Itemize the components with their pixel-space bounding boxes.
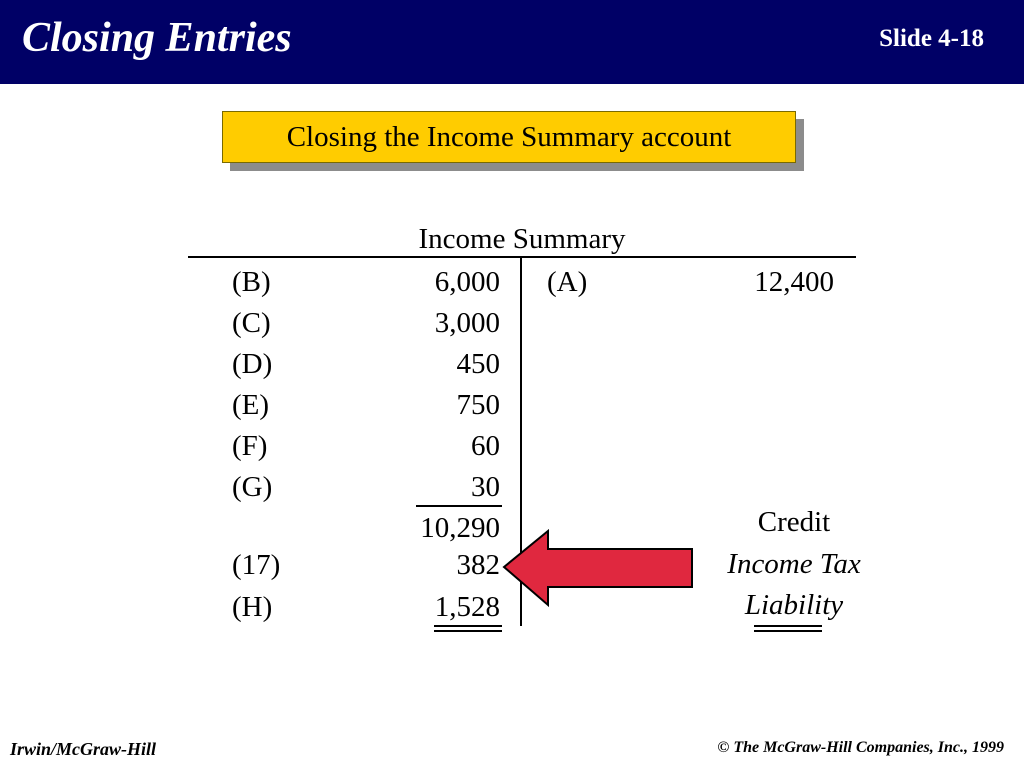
debit-label: (C) [232, 307, 271, 339]
debit-label: (B) [232, 266, 271, 298]
subtitle-banner: Closing the Income Summary account [222, 111, 796, 163]
tax-entry-label: (17) [232, 549, 281, 581]
tax-entry-amount: 382 [456, 549, 500, 581]
debit-label: (G) [232, 471, 273, 503]
credit-amount: 12,400 [754, 266, 834, 298]
subtotal-amount: 10,290 [420, 512, 500, 544]
callout-line-1: Credit [757, 506, 831, 538]
debit-amount: 30 [471, 471, 500, 503]
callout-line-2: Income Tax [727, 548, 861, 580]
debit-amount: 6,000 [434, 266, 500, 298]
debit-label: (D) [232, 348, 273, 380]
title-bar [0, 0, 1024, 84]
closing-entry-label: (H) [232, 591, 273, 623]
debit-amount: 60 [471, 430, 500, 462]
debit-amount: 750 [456, 389, 500, 421]
callout-underline-bottom [754, 630, 822, 632]
footer-publisher: Irwin/McGraw-Hill [10, 739, 157, 759]
slide-number: Slide 4-18 [879, 25, 984, 52]
account-title: Income Summary [418, 223, 626, 255]
debit-label: (E) [232, 389, 270, 421]
callout-underline-top [754, 625, 822, 627]
double-underline-bottom [434, 630, 502, 632]
closing-entry-amount: 1,528 [434, 591, 500, 623]
subtotal-underline [416, 505, 502, 507]
debit-amount: 450 [456, 348, 500, 380]
slide-title: Closing Entries [22, 15, 292, 61]
left-arrow-icon [502, 529, 694, 609]
t-account-top-rule [188, 256, 856, 258]
double-underline-top [434, 625, 502, 627]
debit-amount: 3,000 [434, 307, 500, 339]
footer-copyright: © The McGraw-Hill Companies, Inc., 1999 [717, 739, 1004, 756]
callout-line-3: Liability [744, 589, 844, 621]
credit-label: (A) [547, 266, 588, 298]
debit-label: (F) [232, 430, 268, 462]
